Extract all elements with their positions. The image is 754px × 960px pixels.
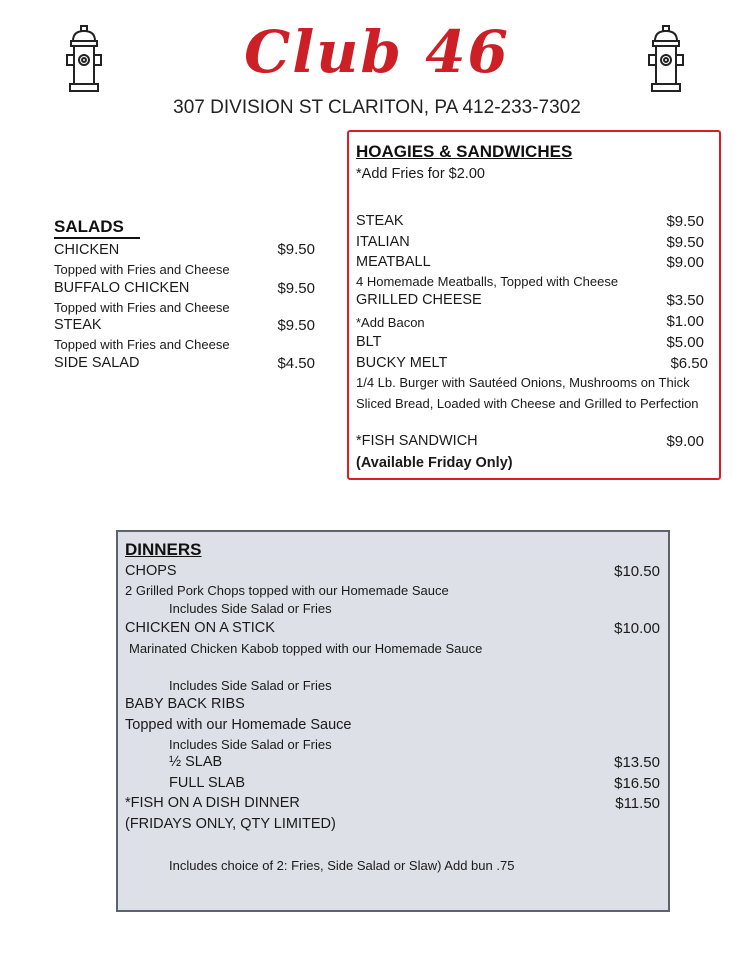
dinner-half-slab-price: $13.50	[614, 754, 660, 771]
hoagie-meatball-desc: 4 Homemade Meatballs, Topped with Cheese	[356, 274, 619, 289]
salad-buffalo-desc: Topped with Fries and Cheese	[54, 300, 230, 315]
dinner-chops-price: $10.50	[614, 563, 660, 580]
hoagies-fries-note: *Add Fries for $2.00	[356, 166, 485, 182]
hoagie-fish-note: (Available Friday Only)	[356, 455, 513, 471]
dinner-chicken-on-a-stick: CHICKEN ON A STICK	[125, 620, 275, 636]
salad-chicken-desc: Topped with Fries and Cheese	[54, 262, 230, 277]
dinner-fish-includes: Includes choice of 2: Fries, Side Salad or Slaw) Add bun .75	[169, 858, 515, 873]
hoagie-bucky-price: $6.50	[670, 355, 708, 372]
salads-heading: SALADS	[54, 217, 140, 239]
salad-side-price: $4.50	[277, 355, 315, 372]
fire-hydrant-icon	[646, 24, 686, 96]
dinner-chops-desc: 2 Grilled Pork Chops topped with our Homemade Sauce	[125, 583, 449, 598]
salad-steak-price: $9.50	[277, 317, 315, 334]
hoagie-fish: *FISH SANDWICH	[356, 433, 478, 449]
dinner-fish-price: $11.50	[615, 795, 660, 812]
dinner-chicken-on-a-stick-desc: Marinated Chicken Kabob topped with our Homemade Sauce	[129, 641, 483, 656]
hoagie-meatball-price: $9.00	[666, 254, 704, 271]
dinner-chops: CHOPS	[125, 563, 177, 579]
salad-chicken: CHICKEN	[54, 242, 120, 258]
hoagies-heading: HOAGIES & SANDWICHES	[356, 142, 573, 161]
hoagie-italian-price: $9.50	[666, 234, 704, 251]
dinner-fish-note: (FRIDAYS ONLY, QTY LIMITED)	[125, 816, 336, 832]
fire-hydrant-icon	[64, 24, 104, 96]
salad-steak-desc: Topped with Fries and Cheese	[54, 337, 230, 352]
hoagie-bucky: BUCKY MELT	[356, 355, 448, 371]
address-line: 307 DIVISION ST CLARITON, PA 412-233-7302	[173, 97, 581, 118]
page-title: Club 46	[244, 18, 510, 86]
dinner-full-slab: FULL SLAB	[169, 775, 246, 791]
dinner-half-slab: ½ SLAB	[169, 754, 223, 770]
hoagie-grilled-cheese: GRILLED CHEESE	[356, 292, 482, 308]
hoagie-steak-price: $9.50	[666, 213, 704, 230]
dinners-heading: DINNERS	[125, 540, 202, 559]
hoagie-bucky-desc-1: 1/4 Lb. Burger with Sautéed Onions, Mushrooms on Thick	[356, 375, 690, 390]
salad-buffalo: BUFFALO CHICKEN	[54, 280, 190, 296]
salad-side: SIDE SALAD	[54, 355, 140, 371]
hoagie-meatball: MEATBALL	[356, 254, 431, 270]
hoagie-bucky-desc-2: Sliced Bread, Loaded with Cheese and Grilled to Perfection	[356, 396, 699, 411]
dinner-chops-side: Includes Side Salad or Fries	[169, 601, 332, 616]
salad-chicken-price: $9.50	[277, 241, 315, 258]
hoagie-italian: ITALIAN	[356, 234, 410, 250]
dinner-ribs: BABY BACK RIBS	[125, 696, 245, 712]
dinner-ribs-desc: Topped with our Homemade Sauce	[125, 717, 352, 733]
dinner-chicken-on-a-stick-price: $10.00	[614, 620, 660, 637]
salad-steak: STEAK	[54, 317, 102, 333]
dinner-ribs-side: Includes Side Salad or Fries	[169, 737, 332, 752]
hoagie-blt-price: $5.00	[666, 334, 704, 351]
hoagie-bacon-price: $1.00	[666, 313, 704, 330]
hoagie-fish-price: $9.00	[666, 433, 704, 450]
salad-buffalo-price: $9.50	[277, 280, 315, 297]
hoagie-bacon: *Add Bacon	[356, 315, 425, 330]
hoagie-steak: STEAK	[356, 213, 404, 229]
hoagie-blt: BLT	[356, 334, 382, 350]
hoagie-grilled-cheese-price: $3.50	[666, 292, 704, 309]
dinner-full-slab-price: $16.50	[614, 775, 660, 792]
dinner-fish: *FISH ON A DISH DINNER	[125, 795, 300, 811]
dinner-chicken-on-a-stick-side: Includes Side Salad or Fries	[169, 678, 332, 693]
